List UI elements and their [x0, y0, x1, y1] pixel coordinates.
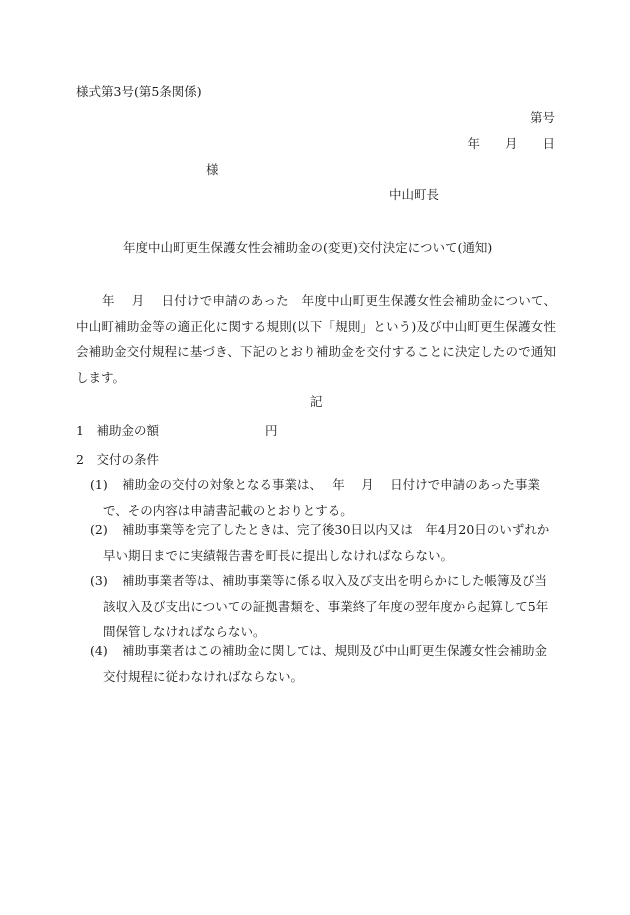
condition-item: [90, 638, 556, 689]
issuer: 中山町長: [389, 187, 440, 202]
condition-number: (1): [90, 477, 108, 492]
condition-number: (4): [90, 643, 108, 658]
condition-text: 補助金の交付の対象となる事業は、 年 月 日付けで申請のあった事業で、その内容は申請書記載のとおりとする。: [103, 477, 541, 518]
condition-item: [90, 517, 556, 568]
section-1-unit: 円: [265, 423, 278, 438]
document-title: 年度中山町更生保護女性会補助金の(変更)交付決定について(通知): [123, 240, 493, 255]
condition-item: [90, 472, 556, 523]
condition-text: 補助事業等を完了したときは、完了後30日以内又は 年4月20日のいずれか早い期日までに実績報告書を町長に提出しなければならない。: [103, 522, 550, 563]
section-2-label: 2 交付の条件: [76, 452, 159, 467]
condition-text: 補助事業者等は、補助事業等に係る収入及び支出を明らかにした帳簿及び当該収入及び支出についての証拠書類を、事業終了年度の翌年度から起算して5年間保管しなければならない。: [103, 573, 549, 639]
condition-text: 補助事業者はこの補助金に関しては、規則及び中山町更生保護女性会補助金交付規程に従わなければならない。: [103, 643, 548, 684]
condition-item: [90, 568, 556, 645]
addressee: 様: [206, 162, 219, 177]
section-1-label: 1 補助金の額: [76, 423, 159, 438]
condition-number: (3): [90, 573, 108, 588]
form-number: 様式第3号(第5条関係): [76, 84, 202, 99]
body-text: 年 月 日付けで申請のあった 年度中山町更生保護女性会補助金について、中山町補助金等の適正化に関する規則(以下「規則」という)及び中山町更生保護女性会補助金交付規程に基づき、下記のとおり補助金を交付することに決定したので通知します。: [76, 293, 556, 385]
document-number: 第号: [529, 110, 555, 125]
condition-number: (2): [90, 522, 108, 537]
issue-date: 年 月 日: [467, 136, 555, 151]
ki-heading: 記: [310, 394, 323, 409]
